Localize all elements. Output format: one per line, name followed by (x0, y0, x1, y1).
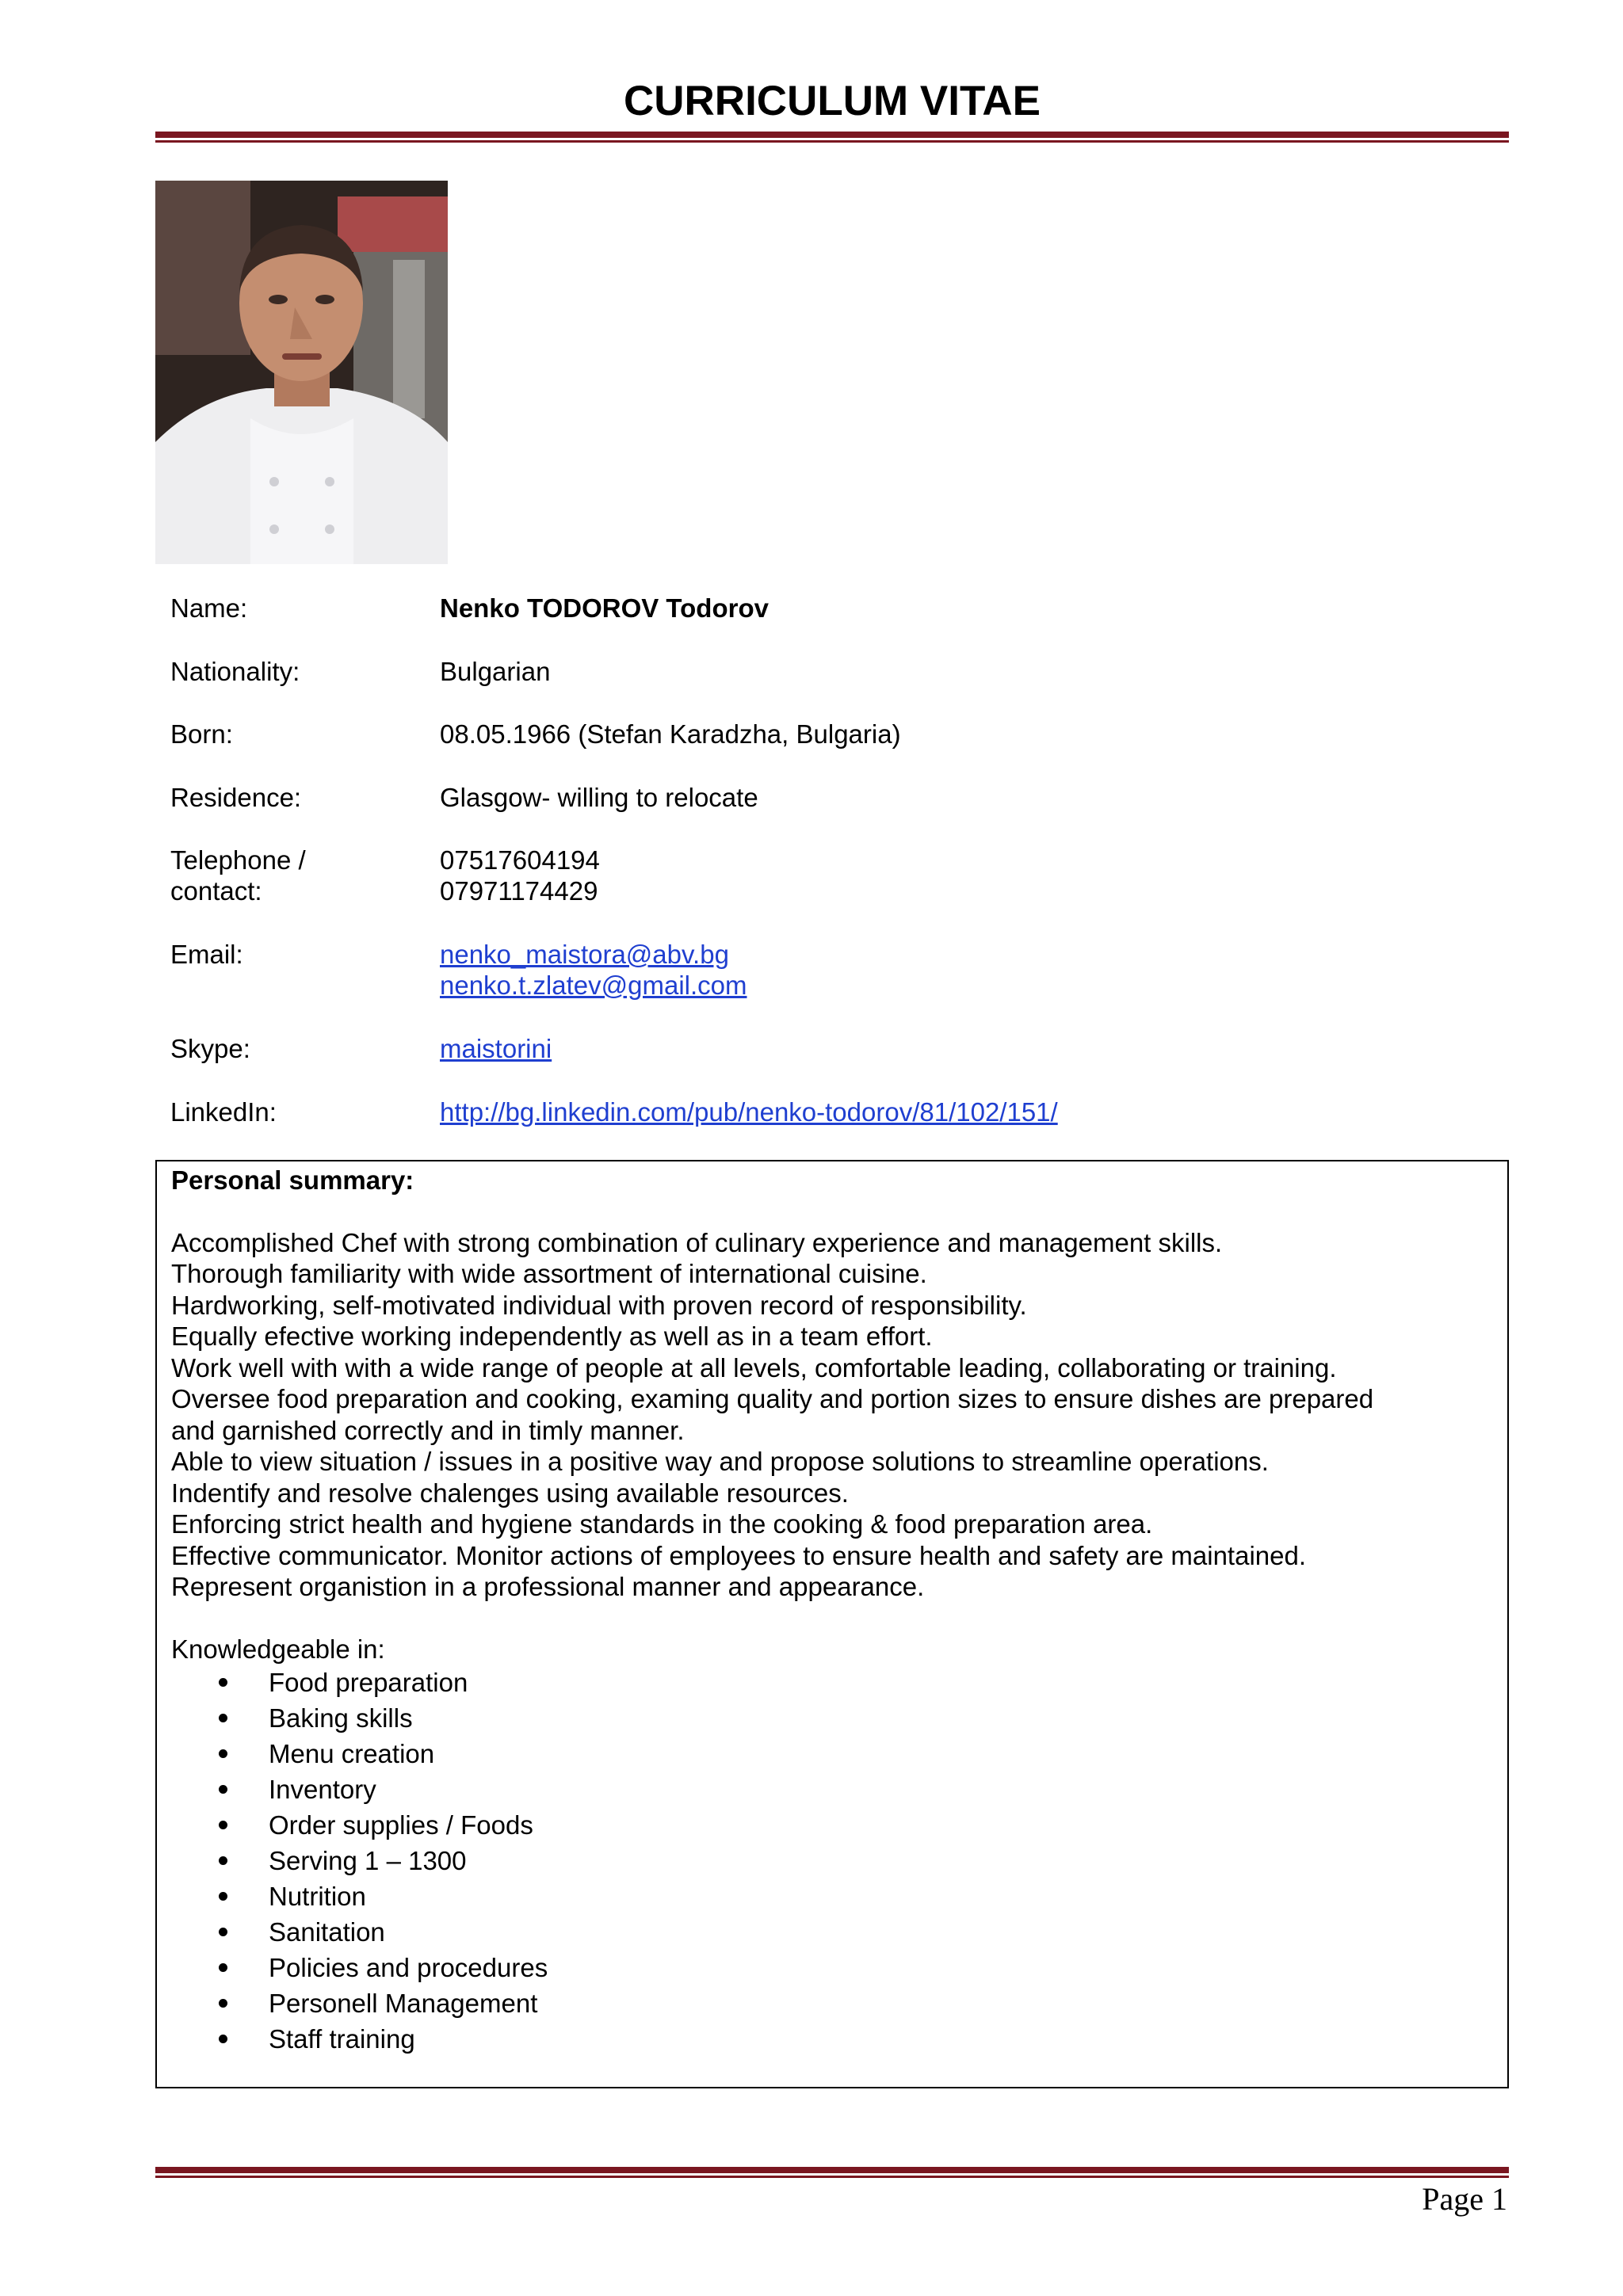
born-value: 08.05.1966 (Stefan Karadzha, Bulgaria) (440, 719, 901, 749)
list-item (171, 1807, 1487, 1843)
list-item (171, 2021, 1487, 2057)
list-item-text: Policies and procedures (269, 1953, 548, 1982)
bullet-icon (219, 2035, 227, 2043)
skype-row (170, 1033, 1502, 1064)
skype-label: Skype: (170, 1034, 250, 1063)
bullet-icon (219, 1785, 227, 1794)
list-item (171, 1736, 1487, 1772)
list-item (171, 1878, 1487, 1914)
summary-line: Hardworking, self-motivated individual with proven record of responsibility. (171, 1290, 1027, 1320)
knowledge-list (171, 1665, 1487, 2057)
list-item-text: Order supplies / Foods (269, 1810, 533, 1840)
bullet-icon (219, 1999, 227, 2008)
list-item (171, 1772, 1487, 1807)
list-item-text: Serving 1 – 1300 (269, 1846, 467, 1875)
page-number: Page 1 (1422, 2181, 1507, 2217)
name-label: Name: (170, 593, 248, 623)
summary-line: Oversee food preparation and cooking, examing quality and portion sizes to ensure dishes are prepared (171, 1384, 1374, 1413)
nationality-row (170, 656, 1502, 687)
page-title: CURRICULUM VITAE (623, 78, 1041, 124)
telephone-number-2: 07971174429 (440, 876, 598, 906)
knowledge-label: Knowledgeable in: (171, 1634, 385, 1664)
bullet-icon (219, 1678, 227, 1687)
summary-line: Equally efective working independently as well as in a team effort. (171, 1322, 933, 1351)
linkedin-row (170, 1097, 1502, 1127)
born-label: Born: (170, 719, 233, 749)
name-row (170, 593, 1502, 624)
telephone-row (170, 845, 1502, 906)
list-item-text: Food preparation (269, 1668, 468, 1697)
bullet-icon (219, 1714, 227, 1722)
list-item (171, 1950, 1487, 1985)
nationality-value: Bulgarian (440, 657, 551, 686)
residence-value: Glasgow- willing to relocate (440, 783, 758, 812)
bullet-icon (219, 1749, 227, 1758)
email-values (440, 939, 1502, 1001)
list-item-text: Menu creation (269, 1739, 435, 1768)
list-item (171, 1700, 1487, 1736)
summary-line: Indentify and resolve chalenges using available resources. (171, 1478, 849, 1508)
summary-line: Effective communicator. Monitor actions of employees to ensure health and safety are maintained. (171, 1540, 1307, 1570)
list-item-text: Baking skills (269, 1703, 413, 1733)
bullet-icon (219, 1963, 227, 1972)
summary-title: Personal summary: (171, 1165, 414, 1195)
nationality-label: Nationality: (170, 657, 300, 686)
telephone-number-1: 07517604194 (440, 845, 600, 875)
email-link-1[interactable]: nenko_maistora@abv.bg (440, 940, 729, 969)
list-item (171, 1665, 1487, 1700)
bullet-icon (219, 1892, 227, 1901)
telephone-label-line-1: Telephone / (170, 845, 306, 875)
summary-line: Able to view situation / issues in a positive way and propose solutions to streamline operations. (171, 1447, 1269, 1476)
summary-line: Enforcing strict health and hygiene standards in the cooking & food preparation area. (171, 1509, 1153, 1539)
list-item-text: Staff training (269, 2024, 415, 2054)
summary-line: Work well with with a wide range of people at all levels, comfortable leading, collaborating or training. (171, 1352, 1337, 1383)
summary-line: Accomplished Chef with strong combination of culinary experience and management skills. (171, 1227, 1223, 1257)
email-row (170, 939, 1502, 1001)
summary-line: and garnished correctly and in timly manner. (171, 1415, 685, 1445)
telephone-label (170, 845, 432, 906)
list-item (171, 1843, 1487, 1878)
residence-row (170, 782, 1502, 813)
list-item-text: Sanitation (269, 1917, 385, 1947)
linkedin-label: LinkedIn: (170, 1097, 277, 1127)
personal-summary-box (155, 1160, 1509, 2088)
list-item-text: Personell Management (269, 1989, 538, 2018)
list-item (171, 1985, 1487, 2021)
residence-label: Residence: (170, 783, 302, 812)
summary-line: Represent organistion in a professional manner and appearance. (171, 1572, 925, 1601)
telephone-values (440, 845, 1502, 906)
bullet-icon (219, 1928, 227, 1936)
list-item-text: Nutrition (269, 1882, 366, 1911)
skype-link[interactable]: maistorini (440, 1034, 552, 1063)
list-item-text: Inventory (269, 1775, 376, 1804)
email-label: Email: (170, 940, 243, 969)
profile-photo (155, 181, 448, 564)
bullet-icon (219, 1856, 227, 1865)
email-link-2[interactable]: nenko.t.zlatev@gmail.com (440, 971, 747, 1000)
telephone-label-line-2: contact: (170, 876, 262, 906)
linkedin-link[interactable]: http://bg.linkedin.com/pub/nenko-todorov/81/102/151/ (440, 1097, 1058, 1127)
summary-line: Thorough familiarity with wide assortment of international cuisine. (171, 1259, 927, 1288)
header-rule (155, 132, 1509, 143)
footer-rule (155, 2167, 1509, 2178)
list-item (171, 1914, 1487, 1950)
born-row (170, 719, 1502, 749)
bullet-icon (219, 1821, 227, 1829)
name-value: Nenko TODOROV Todorov (440, 593, 769, 623)
summary-text (171, 1227, 1487, 1603)
